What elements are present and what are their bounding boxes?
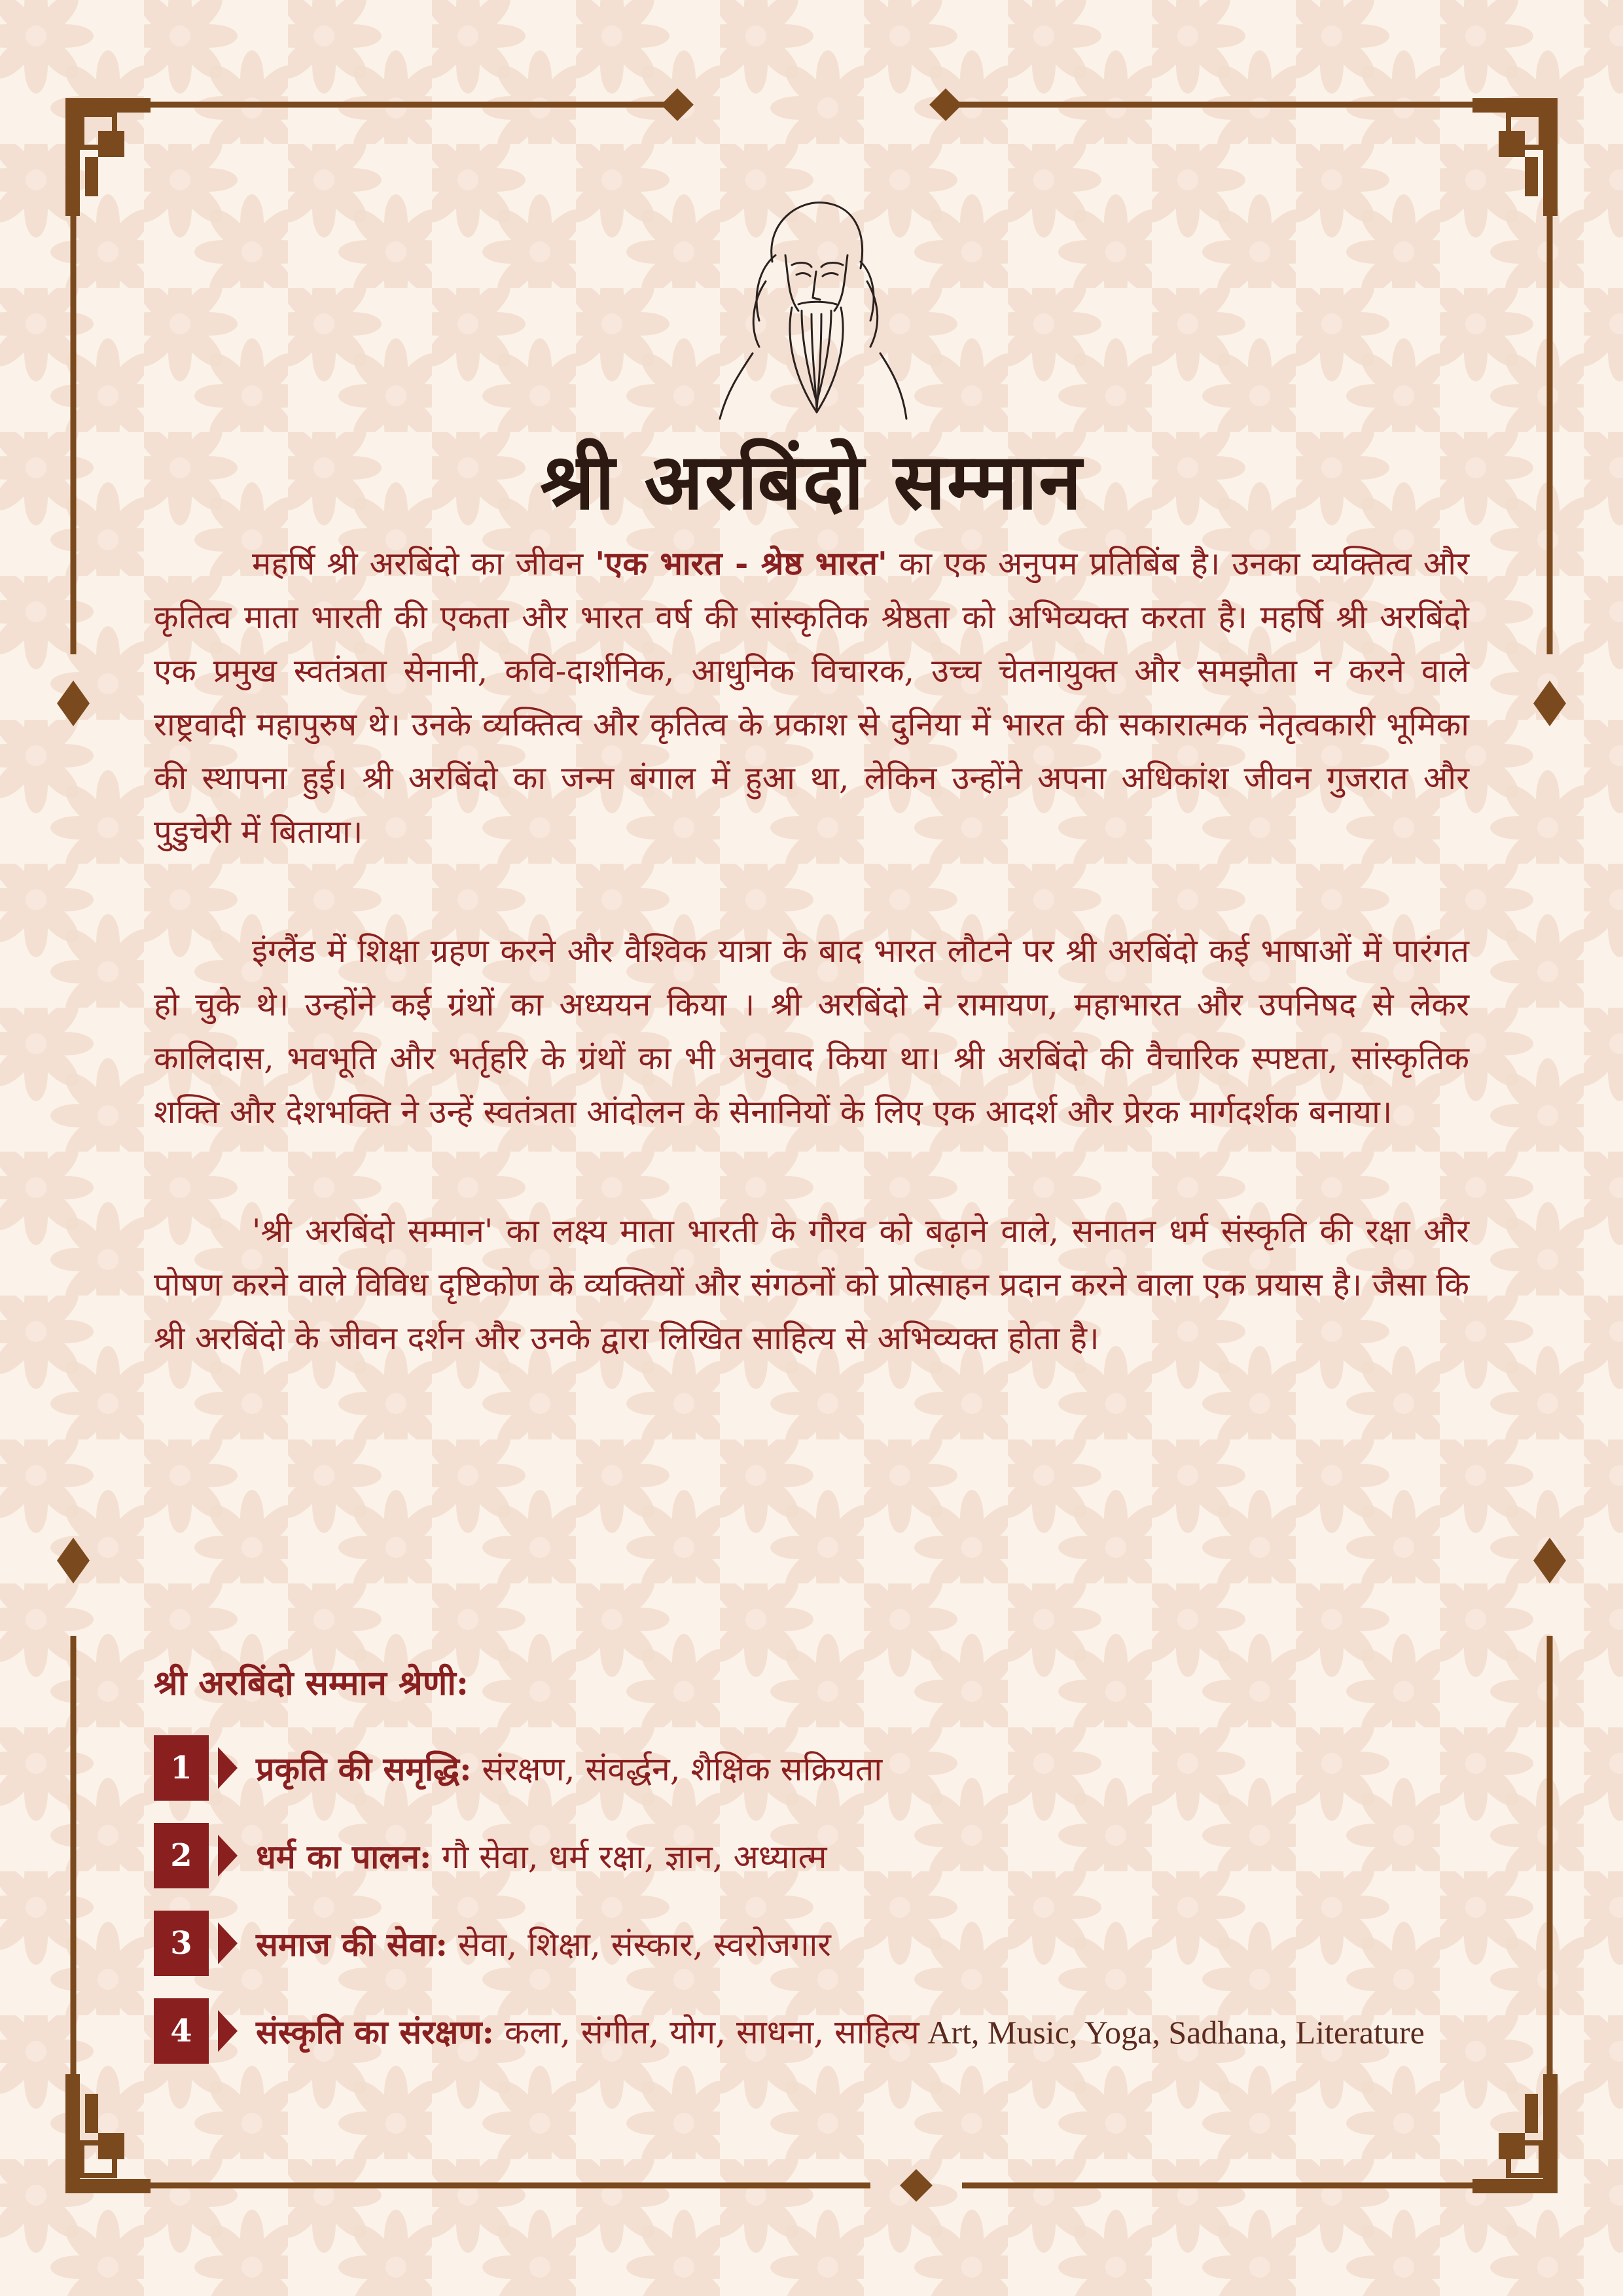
- category-description: गौ सेवा, धर्म रक्षा, ज्ञान, अध्यात्म: [431, 1838, 827, 1876]
- category-english-description: Art, Music, Yoga, Sadhana, Literature: [919, 2014, 1425, 2051]
- sri-aurobindo-portrait-icon: [713, 183, 910, 425]
- paragraph-education: इंग्लैंड में शिक्षा ग्रहण करने और वैश्विक यात्रा के बाद भारत लौटने पर श्री अरबिंदो कई भाषाओं में पारंगत हो चुके थे। उन्होंने कई ग्रंथों का अध्ययन किया । श्री अरबिंदो ने रामायण, महाभारत और उपनिषद से लेकर कालिदास, भवभूति और भर्तृहरि के ग्रंथों का भी अनुवाद किया था। श्री अरबिंदो की वैचारिक स्पष्टता, सांस्कृतिक शक्ति और देशभक्ति ने उन्हें स्वतंत्रता आंदोलन के सेनानियों के लिए एक आदर्श और प्रेरक मार्गदर्शक बनाया।: [154, 932, 1469, 1131]
- category-item-1: [154, 1735, 1430, 1801]
- page-title: श्री अरबिंदो सम्मान: [540, 436, 1083, 527]
- paragraph-1-text-a: महर्षि श्री अरबिंदो का जीवन: [252, 545, 596, 582]
- category-number-badge: 1: [154, 1735, 209, 1801]
- category-text: [256, 2009, 1425, 2053]
- category-description: संरक्षण, संवर्द्धन, शैक्षिक सक्रियता: [471, 1750, 883, 1788]
- chevron-right-icon: [218, 1922, 238, 1964]
- category-number-badge: 4: [154, 1998, 209, 2064]
- chevron-right-icon: [218, 1835, 238, 1877]
- paragraph-introduction: [154, 537, 1469, 859]
- category-text: [256, 1921, 831, 1966]
- category-number-badge: 3: [154, 1911, 209, 1976]
- category-text: [256, 1833, 827, 1878]
- categories-heading: श्री अरबिंदो सम्मान श्रेणी:: [154, 1663, 469, 1703]
- category-label: समाज की सेवा:: [256, 1925, 448, 1964]
- category-label: संस्कृति का संरक्षण:: [256, 2013, 494, 2051]
- category-number-badge: 2: [154, 1823, 209, 1888]
- category-item-3: [154, 1911, 1430, 1976]
- category-description: कला, संगीत, योग, साधना, साहित्य: [493, 2013, 919, 2051]
- category-label: धर्म का पालन:: [256, 1837, 432, 1876]
- paragraph-1-highlight: 'एक भारत - श्रेष्ठ भारत': [595, 544, 887, 582]
- paragraph-award-goal: 'श्री अरबिंदो सम्मान' का लक्ष्य माता भारती के गौरव को बढ़ाने वाले, सनातन धर्म संस्कृति की रक्षा और पोषण करने वाले विविध दृष्टिकोण के व्यक्तियों और संगठनों को प्रोत्साहन प्रदान करने वाला एक प्रयास है। जैसा कि श्री अरबिंदो के जीवन दर्शन और उनके द्वारा लिखित साहित्य से अभिव्यक्त होता है।: [154, 1212, 1469, 1357]
- category-item-2: [154, 1823, 1430, 1888]
- category-label: प्रकृति की समृद्धि:: [256, 1750, 472, 1788]
- category-item-4: [154, 1998, 1430, 2064]
- category-description: सेवा, शिक्षा, संस्कार, स्वरोजगार: [447, 1926, 831, 1964]
- chevron-right-icon: [218, 2010, 238, 2052]
- category-text: [256, 1746, 882, 1790]
- categories-list: [154, 1735, 1430, 2086]
- paragraph-1-text-b: का एक अनुपम प्रतिबिंब है। उनका व्यक्तित्व और कृतित्व माता भारती की एकता और भारत वर्ष की सांस्कृतिक श्रेष्ठता को अभिव्यक्त करता है। महर्षि श्री अरबिंदो एक प्रमुख स्वतंत्रता सेनानी, कवि-दार्शनिक, आधुनिक विचारक, उच्च चेतनायुक्त और समझौता न करने वाले राष्ट्रवादी महापुरुष थे। उनके व्यक्तित्व और कृतित्व के प्रकाश से दुनिया में भारत की सकारात्मक नेतृत्वकारी भूमिका की स्थापना हुई। श्री अरबिंदो का जन्म बंगाल में हुआ था, लेकिन उन्होंने अपना अधिकांश जीवन गुजरात और पुडुचेरी में बिताया।: [154, 545, 1470, 851]
- chevron-right-icon: [218, 1747, 238, 1789]
- main-content: [154, 537, 1469, 1366]
